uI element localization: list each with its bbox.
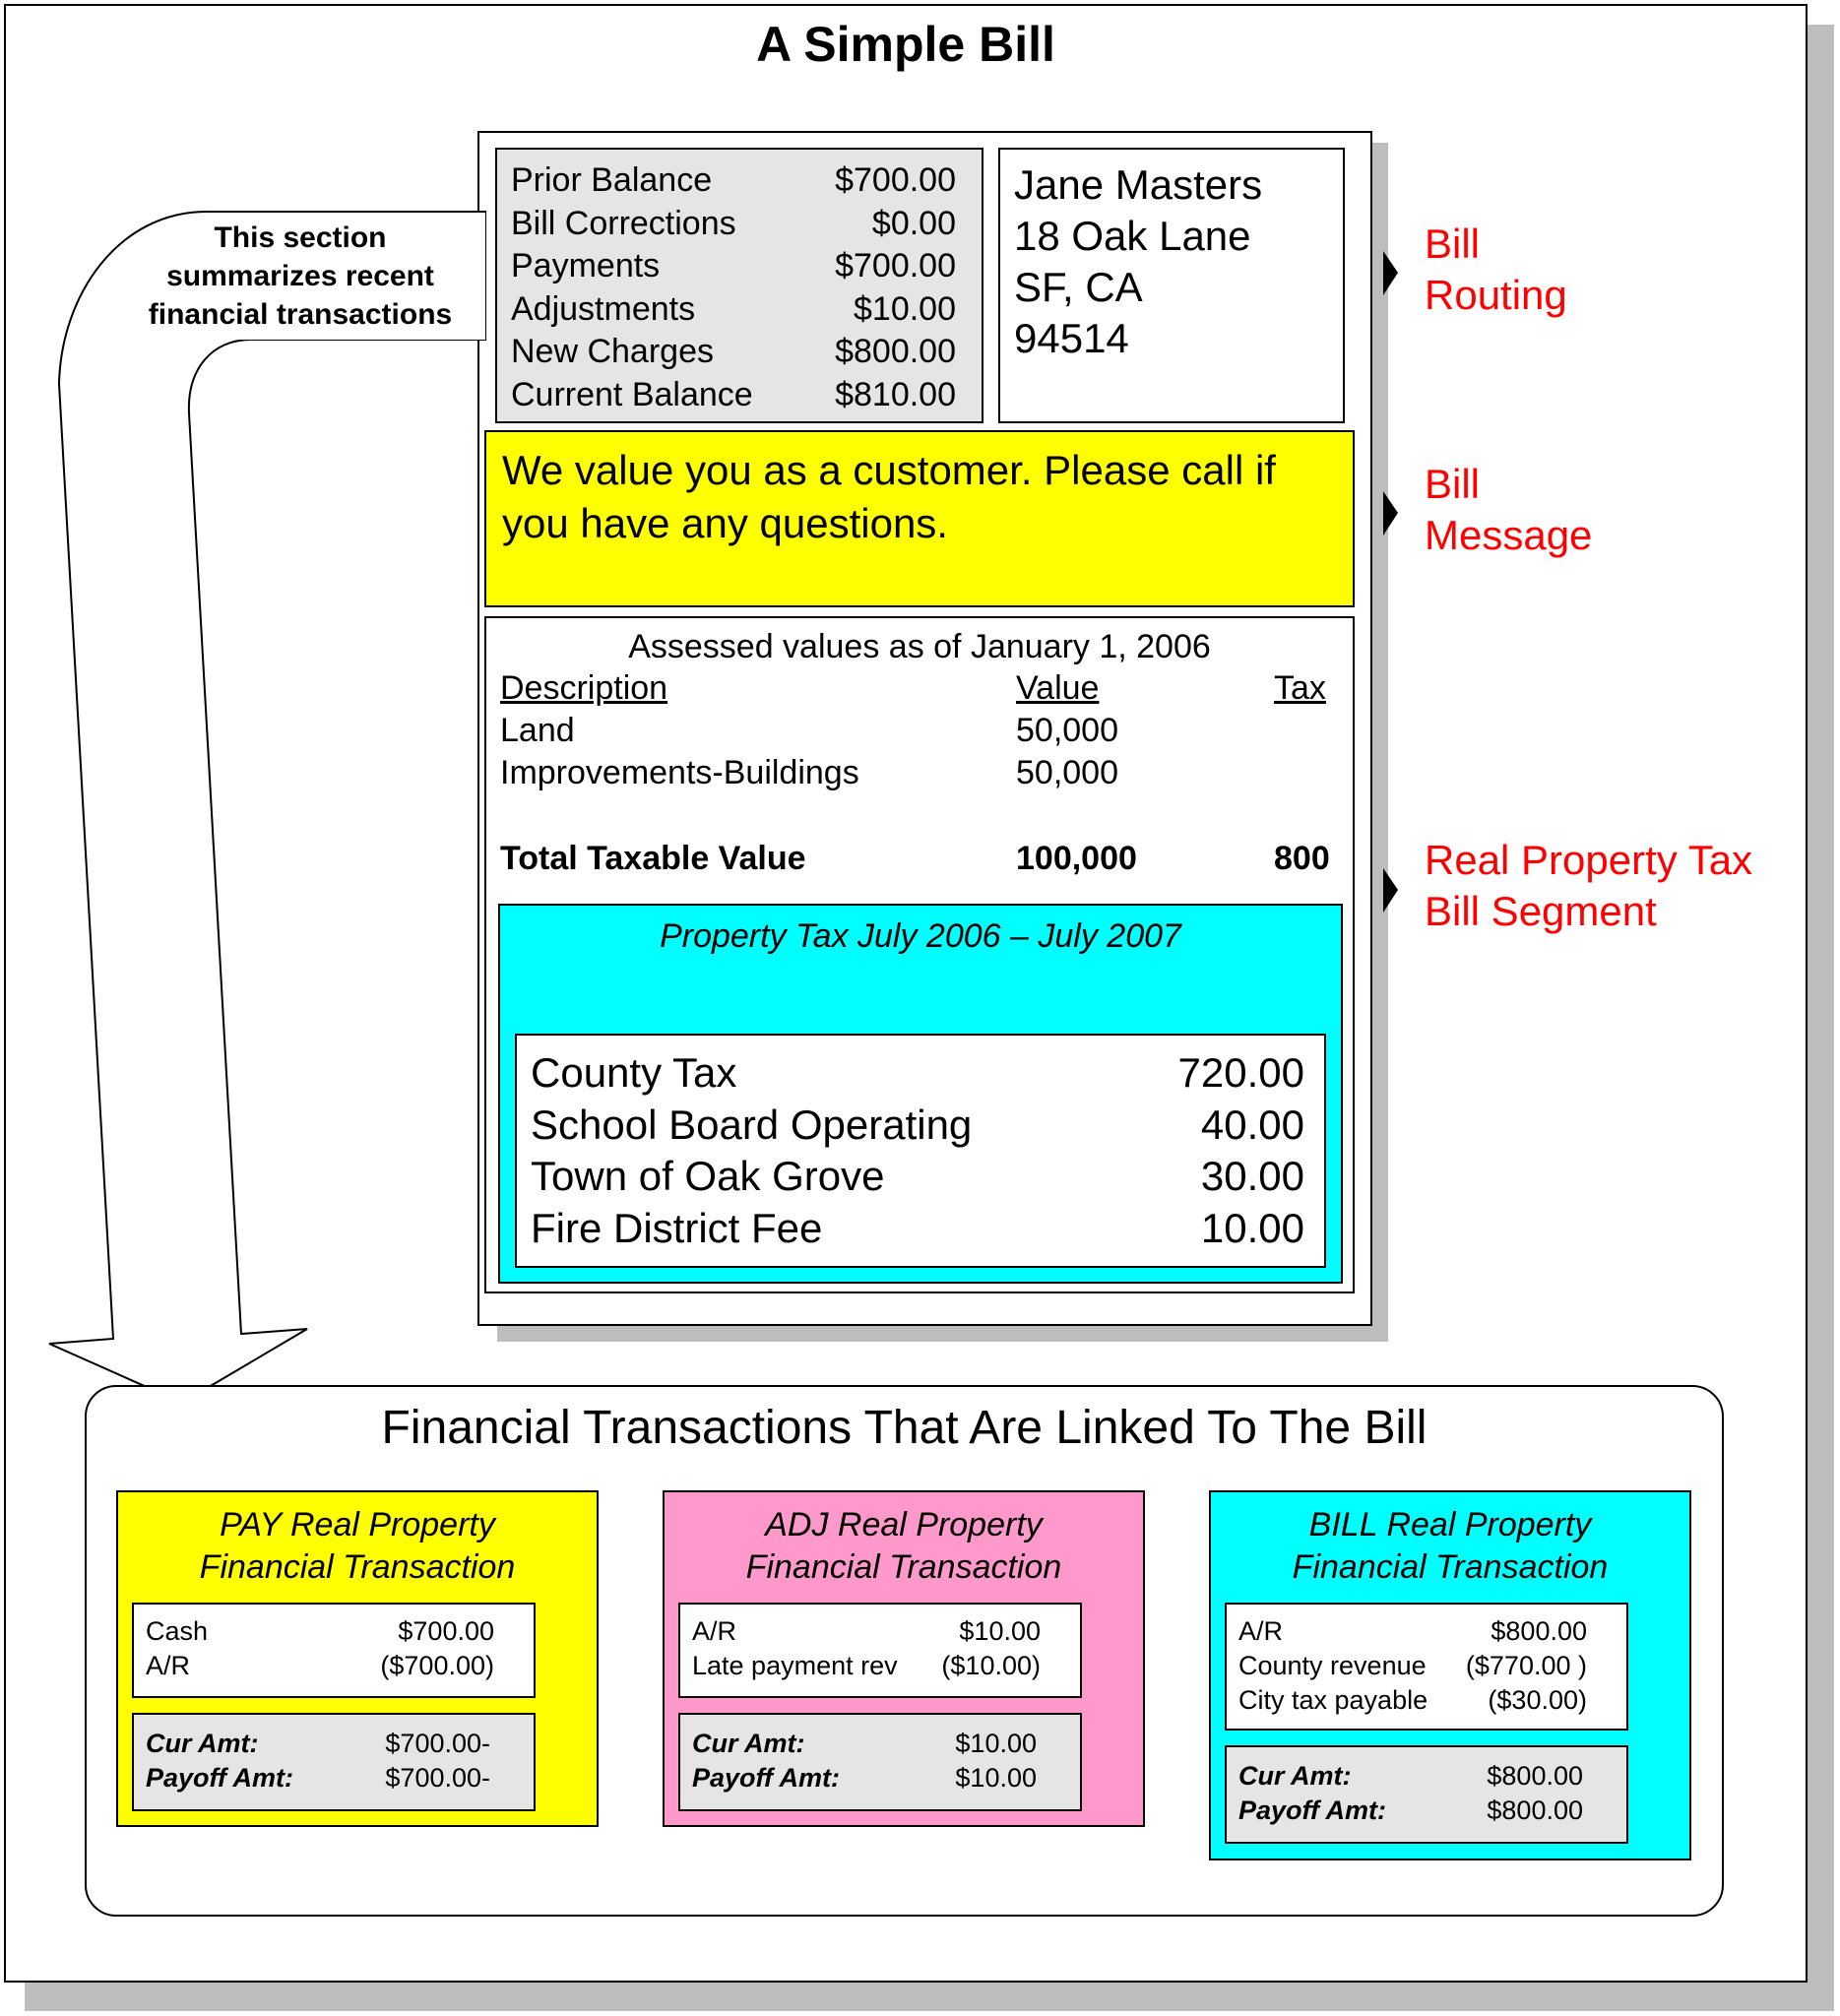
- total-taxable-value: 100,000: [1016, 840, 1137, 877]
- callout-line: Message: [1425, 512, 1593, 558]
- total-tax: 800: [1274, 840, 1330, 877]
- ft-card-title-line: PAY Real Property: [220, 1506, 495, 1544]
- summary-value: $700.00: [835, 161, 956, 199]
- property-tax-value: 40.00: [1200, 1101, 1304, 1148]
- ft-line: [692, 1614, 1041, 1649]
- summary-value: $700.00: [835, 247, 956, 284]
- property-tax-label: Town of Oak Grove: [531, 1153, 885, 1199]
- summary-label: Current Balance: [511, 375, 753, 413]
- ft-card-lines: [132, 1603, 536, 1698]
- ft-cur-amt-label: Cur Amt:: [1238, 1761, 1352, 1791]
- ft-payoff-amt-label: Payoff Amt:: [692, 1763, 841, 1793]
- ft-line: [1238, 1614, 1587, 1649]
- summary-value: $810.00: [835, 375, 956, 413]
- ft-payoff-amt-value: $10.00: [955, 1763, 1037, 1793]
- assessed-row-desc: Land: [500, 712, 575, 749]
- ft-line-label: A/R: [692, 1616, 737, 1646]
- ft-line-label: City tax payable: [1238, 1685, 1428, 1715]
- ft-cur-amt-value: $800.00: [1487, 1761, 1583, 1791]
- ft-line-value: ($770.00 ): [1465, 1651, 1587, 1680]
- property-tax-value: 720.00: [1177, 1049, 1304, 1096]
- property-tax-label: Fire District Fee: [531, 1204, 823, 1251]
- ft-cur-amt-value: $10.00: [955, 1729, 1037, 1758]
- ft-card-title-line: ADJ Real Property: [765, 1506, 1043, 1544]
- ft-card-title-line: Financial Transaction: [1292, 1548, 1609, 1586]
- bill-message-text: We value you as a customer. Please call if you have any questions.: [502, 447, 1276, 546]
- ft-line-value: ($700.00): [380, 1651, 494, 1680]
- ft-line-value: $10.00: [959, 1616, 1041, 1646]
- ft-payoff-amt-label: Payoff Amt:: [1238, 1796, 1387, 1825]
- callout-line: Bill Segment: [1425, 888, 1657, 934]
- ft-cur-amt-label: Cur Amt:: [146, 1729, 259, 1758]
- ft-card-lines: [678, 1603, 1082, 1698]
- property-tax-value: 30.00: [1200, 1153, 1304, 1199]
- address-line: Jane Masters: [1014, 161, 1263, 208]
- ft-card-amounts: [132, 1713, 536, 1811]
- arrow-note-line: financial transactions: [148, 298, 453, 331]
- ft-line-label: County revenue: [1238, 1651, 1427, 1680]
- summary-value: $800.00: [835, 333, 956, 370]
- summary-label: Prior Balance: [511, 161, 713, 199]
- summary-label: Bill Corrections: [511, 204, 736, 242]
- ft-line: [146, 1614, 494, 1649]
- curved-arrow-shape: [49, 212, 485, 1403]
- ft-line-label: A/R: [1238, 1616, 1284, 1646]
- callout-line: Bill: [1425, 220, 1481, 267]
- ft-card: [116, 1490, 599, 1827]
- callout-line: Routing: [1425, 272, 1567, 318]
- callout-line: Real Property Tax: [1425, 837, 1753, 883]
- summary-label: Adjustments: [511, 289, 696, 328]
- arrow-note-line: summarizes recent: [166, 260, 434, 292]
- ft-cur-amt: [1238, 1759, 1583, 1794]
- ft-line-value: ($10.00): [941, 1651, 1041, 1680]
- ft-line: [146, 1649, 494, 1683]
- ft-line: [1238, 1649, 1587, 1683]
- ft-card-title: [665, 1504, 1143, 1589]
- callout-line: Bill: [1425, 461, 1481, 507]
- arrow-note-line: This section: [214, 221, 387, 254]
- property-tax-label: School Board Operating: [531, 1101, 973, 1148]
- ft-card-amounts: [678, 1713, 1082, 1811]
- ft-cur-amt: [146, 1727, 490, 1761]
- summary-label: Payments: [511, 247, 661, 284]
- ft-card-title-line: Financial Transaction: [745, 1548, 1062, 1586]
- assessed-row-value: 50,000: [1016, 712, 1118, 749]
- total-taxable-label: Total Taxable Value: [500, 840, 806, 877]
- ft-line-label: A/R: [146, 1651, 191, 1680]
- arrow-note: [128, 219, 473, 334]
- ft-line-value: ($30.00): [1488, 1685, 1587, 1715]
- ft-card-title: [118, 1504, 597, 1589]
- ft-card-amounts: [1225, 1745, 1628, 1844]
- ft-panel-title: Financial Transactions That Are Linked To The Bill: [381, 1402, 1428, 1454]
- summary-value: $10.00: [854, 289, 956, 328]
- col-header-value: Value: [1016, 669, 1100, 707]
- assessed-row-value: 50,000: [1016, 754, 1118, 791]
- ft-payoff-amt-value: $700.00-: [385, 1763, 490, 1793]
- ft-line: [692, 1649, 1041, 1683]
- col-header-description: Description: [500, 669, 668, 707]
- assessed-heading: Assessed values as of January 1, 2006: [628, 628, 1211, 665]
- col-header-tax: Tax: [1274, 669, 1326, 707]
- address-line: 18 Oak Lane: [1014, 213, 1251, 259]
- ft-card-title-line: Financial Transaction: [199, 1548, 516, 1586]
- address-line: 94514: [1014, 315, 1129, 361]
- ft-payoff-amt: [146, 1761, 490, 1796]
- page-title: A Simple Bill: [756, 17, 1055, 72]
- ft-line-value: $800.00: [1491, 1616, 1587, 1646]
- ft-cur-amt-label: Cur Amt:: [692, 1729, 805, 1758]
- ft-line-value: $700.00: [398, 1616, 494, 1646]
- property-tax-value: 10.00: [1200, 1204, 1304, 1251]
- address-line: SF, CA: [1014, 264, 1143, 310]
- assessed-row-desc: Improvements-Buildings: [500, 754, 859, 791]
- summary-label: New Charges: [511, 333, 714, 370]
- ft-line-label: Late payment rev: [692, 1651, 898, 1680]
- ft-cur-amt: [692, 1727, 1037, 1761]
- ft-card-title: [1211, 1504, 1689, 1589]
- property-tax-label: County Tax: [531, 1049, 737, 1096]
- ft-cur-amt-value: $700.00-: [385, 1729, 490, 1758]
- ft-payoff-amt: [692, 1761, 1037, 1796]
- ft-card: [663, 1490, 1145, 1827]
- ft-line: [1238, 1683, 1587, 1718]
- ft-card-title-line: BILL Real Property: [1308, 1506, 1592, 1544]
- ft-payoff-amt: [1238, 1794, 1583, 1828]
- property-tax-title: Property Tax July 2006 – July 2007: [660, 917, 1181, 955]
- ft-card: [1209, 1490, 1691, 1860]
- ft-payoff-amt-label: Payoff Amt:: [146, 1763, 294, 1793]
- ft-card-lines: [1225, 1603, 1628, 1731]
- ft-payoff-amt-value: $800.00: [1487, 1796, 1583, 1825]
- ft-line-label: Cash: [146, 1616, 209, 1646]
- summary-value: $0.00: [871, 204, 956, 242]
